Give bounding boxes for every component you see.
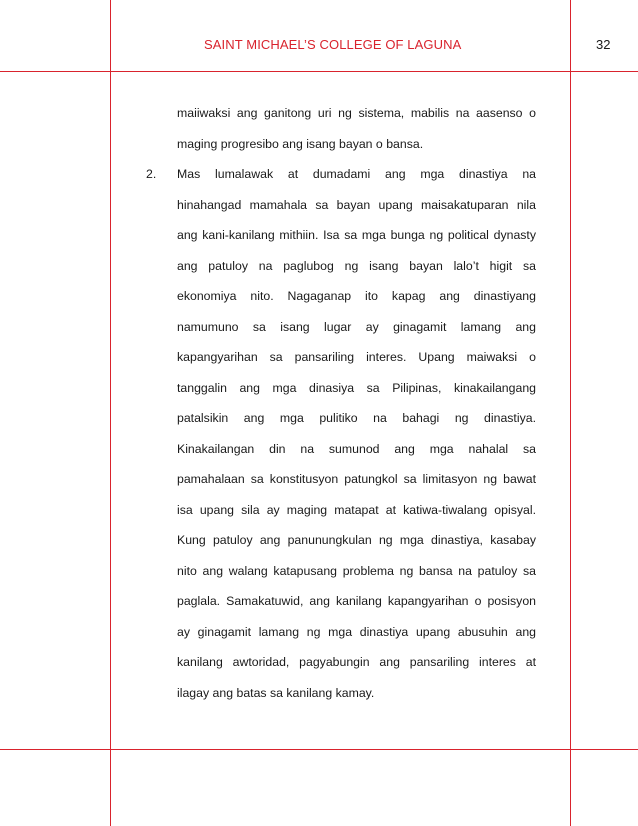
text-line: nito ang walang katapusang problema ng bansa na patuloy sa xyxy=(177,563,536,578)
list-item-number: 2. xyxy=(146,167,157,181)
header-title: SAINT MICHAEL’S COLLEGE OF LAGUNA xyxy=(204,37,462,52)
text-line: Mas lumalawak at dumadami ang mga dinastiya na xyxy=(177,167,536,181)
text-line: ang patuloy na paglubog ng isang bayan lalo’t higit sa xyxy=(177,258,536,273)
text-line: ang kani-kanilang mithiin. Isa sa mga bunga ng political dynasty xyxy=(177,228,536,242)
text-line: hinahangad mamahala sa bayan upang maisakatuparan nila xyxy=(177,197,536,212)
text-line: Kinakailangan din na sumunod ang mga nahalal sa xyxy=(177,441,536,456)
text-line: maging progresibo ang isang bayan o bansa. xyxy=(177,136,424,151)
text-line: pamahalaan sa konstitusyon patungkol sa limitasyon ng bawat xyxy=(177,472,536,486)
text-line: ekonomiya nito. Nagaganap ito kapag ang dinastiyang xyxy=(177,289,536,303)
text-line: isa upang sila ay maging matapat at katiwa-tiwalang opisyal. xyxy=(177,502,536,517)
header-rule xyxy=(0,71,638,72)
text-line: namumuno sa isang lugar ay ginagamit lamang ang xyxy=(177,319,536,334)
body-text xyxy=(146,98,536,708)
footer-rule xyxy=(0,749,638,750)
text-line: Kung patuloy ang panunungkulan ng mga dinastiya, kasabay xyxy=(177,533,536,547)
text-line: tanggalin ang mga dinasiya sa Pilipinas, kinakailangang xyxy=(177,380,536,395)
list-item-2 xyxy=(146,159,536,708)
text-line: kanilang awtoridad, pagyabungin ang pansariling interes at xyxy=(177,655,536,669)
page-number: 32 xyxy=(596,37,611,52)
text-line: kapangyarihan sa pansariling interes. Upang maiwaksi o xyxy=(177,350,536,364)
text-line: maiiwaksi ang ganitong uri ng sistema, mabilis na aasenso o xyxy=(177,106,536,120)
text-line: patalsikin ang mga pulitiko na bahagi ng dinastiya. xyxy=(177,411,536,425)
text-line: ay ginagamit lamang ng mga dinastiya upang abusuhin ang xyxy=(177,624,536,639)
right-margin-rule xyxy=(570,0,571,826)
text-line: paglala. Samakatuwid, ang kanilang kapangyarihan o posisyon xyxy=(177,594,536,608)
text-line: ilagay ang batas sa kanilang kamay. xyxy=(177,685,375,700)
left-margin-rule xyxy=(110,0,111,826)
